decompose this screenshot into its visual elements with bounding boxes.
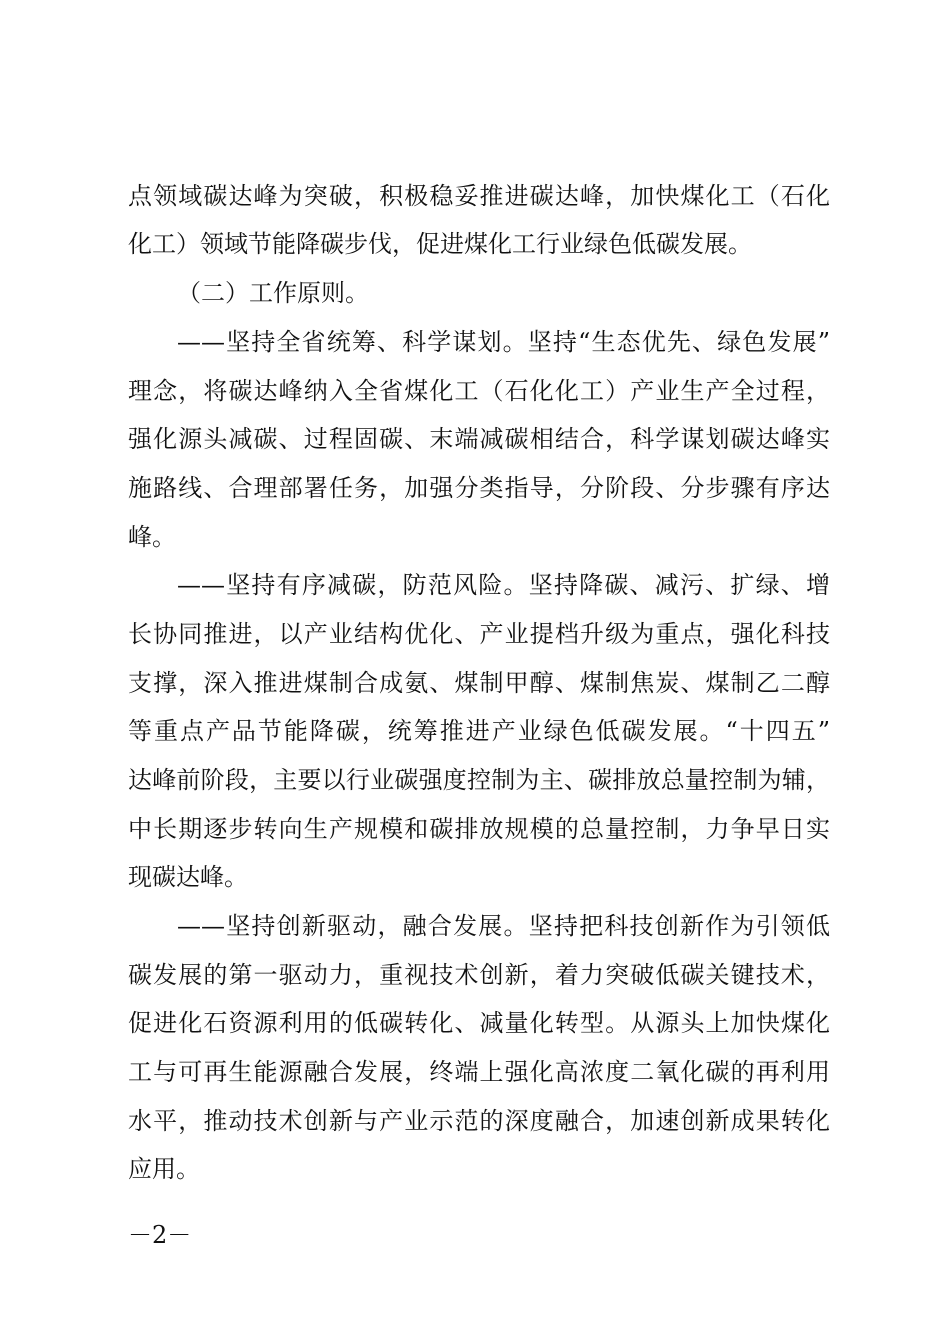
principle-2-line-1: ——坚持有序减碳，防范风险。坚持降碳、减污、扩绿、增: [177, 571, 830, 599]
body-line-2: 化工）领域节能降碳步伐，促进煤化工行业绿色低碳发展。: [128, 230, 752, 258]
principle-2-line-7: 现碳达峰。: [128, 863, 248, 891]
principle-3-line-2: 碳发展的第一驱动力，重视技术创新，着力突破低碳关键技术，: [128, 961, 830, 989]
principle-1-line-1: ——坚持全省统筹、科学谋划。坚持“生态优先、绿色发展”: [177, 328, 830, 356]
principle-3-line-4: 工与可再生能源融合发展，终端上强化高浓度二氧化碳的再利用: [128, 1058, 830, 1086]
principle-2-line-5: 达峰前阶段，主要以行业碳强度控制为主、碳排放总量控制为辅，: [128, 766, 830, 794]
section-heading-work-principles: （二）工作原则。: [177, 279, 369, 307]
page-number: －2－: [128, 1221, 192, 1249]
principle-3-line-6: 应用。: [128, 1155, 200, 1183]
principle-2-line-2: 长协同推进，以产业结构优化、产业提档升级为重点，强化科技: [128, 620, 830, 648]
principle-1-line-2: 理念，将碳达峰纳入全省煤化工（石化化工）产业生产全过程，: [128, 377, 830, 405]
principle-3-line-5: 水平，推动技术创新与产业示范的深度融合，加速创新成果转化: [128, 1107, 830, 1135]
principle-3-line-3: 促进化石资源利用的低碳转化、减量化转型。从源头上加快煤化: [128, 1009, 830, 1037]
principle-1-line-5: 峰。: [128, 523, 176, 551]
principle-2-line-4: 等重点产品节能降碳，统筹推进产业绿色低碳发展。“十四五”: [128, 717, 830, 745]
principle-3-line-1: ——坚持创新驱动，融合发展。坚持把科技创新作为引领低: [177, 912, 830, 940]
principle-1-line-4: 施路线、合理部署任务，加强分类指导，分阶段、分步骤有序达: [128, 474, 830, 502]
principle-1-line-3: 强化源头减碳、过程固碳、末端减碳相结合，科学谋划碳达峰实: [128, 425, 830, 453]
principle-2-line-3: 支撑，深入推进煤制合成氨、煤制甲醇、煤制焦炭、煤制乙二醇: [128, 669, 830, 697]
principle-2-line-6: 中长期逐步转向生产规模和碳排放规模的总量控制，力争早日实: [128, 815, 830, 843]
body-line-1: 点领域碳达峰为突破，积极稳妥推进碳达峰，加快煤化工（石化: [128, 182, 830, 210]
